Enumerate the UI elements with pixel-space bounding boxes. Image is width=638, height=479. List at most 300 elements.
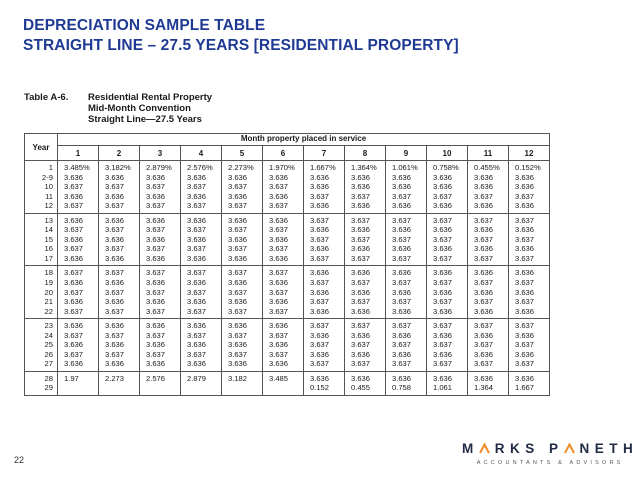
- rate-value: 3.637: [146, 182, 166, 192]
- rate-value: 3.636: [515, 349, 535, 359]
- rate-value: 0.152%: [515, 163, 541, 172]
- rate-value: 3.637: [474, 215, 494, 225]
- rate-value: 3.637: [392, 359, 412, 369]
- rate-value: 3.636: [228, 321, 248, 331]
- year-label: 2-9: [42, 172, 53, 182]
- rate-value: 3.636: [146, 340, 166, 350]
- caption-line-1: Residential Rental Property: [88, 92, 213, 103]
- rate-value: 3.637: [310, 297, 330, 307]
- year-label: 17: [44, 253, 53, 263]
- rate-value: 0.758%: [433, 163, 459, 172]
- caption-line-3: Straight Line—27.5 Years: [88, 114, 202, 125]
- rate-cell: [222, 266, 263, 319]
- rate-value: 3.636: [187, 297, 207, 307]
- rate-value: 3.636: [474, 201, 494, 211]
- rate-value: 3.636: [310, 201, 330, 211]
- rate-value: 3.636: [146, 297, 166, 307]
- logo-wordmark: M RKS P NETH: [462, 441, 638, 456]
- rate-value: 1.667: [515, 383, 535, 393]
- rate-cell: [140, 266, 181, 319]
- rate-value: 3.636: [187, 253, 207, 263]
- rate-value: 3.636: [433, 201, 453, 211]
- rate-cell: [222, 213, 263, 266]
- rate-value: 3.636: [105, 278, 125, 288]
- month-header: 6: [263, 146, 304, 161]
- rate-value: 3.636: [310, 306, 330, 316]
- rate-value: 3.636: [146, 321, 166, 331]
- rate-value: 3.637: [392, 297, 412, 307]
- month-header: 12: [509, 146, 550, 161]
- rate-value: 3.636: [64, 253, 84, 263]
- rate-value: [146, 383, 178, 393]
- rate-value: 3.636: [351, 172, 371, 182]
- month-header: 3: [140, 146, 181, 161]
- rate-value: 3.637: [474, 253, 494, 263]
- rate-value: 3.636: [187, 191, 207, 201]
- rate-value: 3.636: [474, 182, 494, 192]
- rate-cell: [181, 371, 222, 395]
- rate-value: 3.637: [474, 321, 494, 331]
- rate-value: 3.637: [64, 244, 84, 254]
- rate-value: 3.637: [269, 201, 289, 211]
- rate-value: 3.637: [105, 306, 125, 316]
- rate-value: 3.637: [269, 268, 289, 278]
- rate-value: 3.636: [474, 172, 494, 182]
- rate-value: 0.758: [392, 383, 412, 393]
- rate-value: 3.636: [515, 268, 535, 278]
- rate-value: [228, 383, 260, 393]
- rate-value: 3.637: [228, 201, 248, 211]
- rate-value: 3.637: [105, 201, 125, 211]
- rate-value: 3.636: [392, 306, 412, 316]
- rate-cell: [99, 371, 140, 395]
- rate-value: 3.636: [515, 225, 535, 235]
- rate-value: 3.636: [64, 191, 84, 201]
- rate-cell: [509, 266, 550, 319]
- year-label: 19: [44, 278, 53, 288]
- rate-value: 3.636: [187, 278, 207, 288]
- month-header: 11: [468, 146, 509, 161]
- rate-value: 3.636: [187, 172, 207, 182]
- rate-cell: [345, 319, 386, 372]
- rate-value: 3.637: [269, 225, 289, 235]
- rate-value: 3.637: [64, 287, 84, 297]
- year-label: 12: [44, 201, 53, 211]
- rate-cell: [58, 319, 99, 372]
- rate-cell: [222, 371, 263, 395]
- rate-value: 3.637: [269, 349, 289, 359]
- rate-value: 3.636: [187, 359, 207, 369]
- rate-value: 3.637: [187, 306, 207, 316]
- rate-cell: [99, 213, 140, 266]
- logo-caret-icon: [479, 441, 490, 456]
- rate-value: 3.636: [269, 297, 289, 307]
- year-cell: [25, 213, 58, 266]
- rate-value: 3.636: [392, 330, 412, 340]
- rate-value: 3.636: [310, 225, 330, 235]
- rate-cell: [140, 371, 181, 395]
- rate-value: 3.636: [474, 287, 494, 297]
- rate-value: 3.636: [474, 306, 494, 316]
- rate-cell: [345, 161, 386, 214]
- rate-value: 1.364%: [351, 163, 377, 172]
- rate-value: 3.637: [146, 349, 166, 359]
- rate-value: 3.637: [433, 278, 453, 288]
- rate-value: 2.576: [146, 373, 166, 383]
- rate-value: 3.636: [146, 253, 166, 263]
- rate-value: 3.636: [392, 349, 412, 359]
- rate-value: 3.636: [351, 373, 371, 383]
- rate-value: 3.637: [64, 349, 84, 359]
- rate-cell: [427, 161, 468, 214]
- rate-value: 3.637: [474, 278, 494, 288]
- rate-value: 3.636: [269, 278, 289, 288]
- rate-cell: [509, 371, 550, 395]
- year-label: 22: [44, 306, 53, 316]
- rate-value: 3.637: [515, 321, 535, 331]
- rate-value: 3.637: [269, 244, 289, 254]
- rate-value: 3.637: [433, 359, 453, 369]
- rate-value: 3.636: [392, 172, 412, 182]
- rate-cell: [263, 213, 304, 266]
- rate-cell: [58, 161, 99, 214]
- rate-value: 3.637: [474, 297, 494, 307]
- rate-value: 3.637: [64, 201, 84, 211]
- rate-value: 3.637: [433, 253, 453, 263]
- month-header: 1: [58, 146, 99, 161]
- table-row: [25, 371, 550, 395]
- rate-value: 3.636: [515, 182, 535, 192]
- rate-value: 3.637: [228, 287, 248, 297]
- rate-value: 3.637: [351, 234, 371, 244]
- rate-cell: [140, 213, 181, 266]
- rate-cell: [427, 266, 468, 319]
- rate-cell: [263, 319, 304, 372]
- rate-value: 3.637: [105, 244, 125, 254]
- year-label: 27: [44, 359, 53, 369]
- table-row: [25, 213, 550, 266]
- rate-value: 3.636: [474, 268, 494, 278]
- rate-value: 2.879: [187, 373, 207, 383]
- rate-value: 3.636: [433, 330, 453, 340]
- rate-value: 3.636: [515, 373, 535, 383]
- rate-value: 3.637: [228, 244, 248, 254]
- rate-value: 3.637: [515, 278, 535, 288]
- table-row: [25, 161, 550, 214]
- year-cell: [25, 161, 58, 214]
- rate-value: 3.636: [105, 191, 125, 201]
- year-label: 23: [44, 321, 53, 331]
- rate-value: 3.636: [515, 306, 535, 316]
- rate-value: 3.636: [64, 278, 84, 288]
- rate-value: 3.637: [146, 268, 166, 278]
- logo-caret-icon: [564, 441, 575, 456]
- rate-value: 3.636: [269, 215, 289, 225]
- rate-value: 3.636: [64, 321, 84, 331]
- rate-value: 3.637: [146, 306, 166, 316]
- rate-value: 1.97: [64, 373, 79, 383]
- rate-value: 3.636: [351, 182, 371, 192]
- rate-value: 3.637: [351, 359, 371, 369]
- rate-cell: [263, 161, 304, 214]
- rate-value: 3.636: [228, 215, 248, 225]
- rate-value: 3.636: [474, 349, 494, 359]
- rate-value: 3.636: [228, 253, 248, 263]
- rate-value: 3.636: [433, 287, 453, 297]
- rate-value: 3.637: [515, 340, 535, 350]
- rate-cell: [181, 319, 222, 372]
- rate-value: 0.152: [310, 383, 330, 393]
- rate-value: 3.636: [310, 330, 330, 340]
- rate-value: 3.637: [515, 253, 535, 263]
- rate-value: 3.636: [392, 244, 412, 254]
- month-header: 7: [304, 146, 345, 161]
- rate-value: 3.637: [187, 201, 207, 211]
- rate-value: 3.636: [269, 172, 289, 182]
- year-label: 20: [44, 287, 53, 297]
- rate-value: [64, 383, 96, 393]
- rate-value: 3.636: [351, 268, 371, 278]
- rate-value: 3.637: [105, 268, 125, 278]
- rate-value: 3.637: [310, 191, 330, 201]
- rate-cell: [99, 319, 140, 372]
- rate-value: 3.636: [64, 297, 84, 307]
- rate-value: 3.636: [392, 182, 412, 192]
- rate-cell: [304, 213, 345, 266]
- logo-tagline: ACCOUNTANTS & ADVISORS: [476, 460, 624, 466]
- rate-cell: [427, 213, 468, 266]
- rate-value: 3.637: [515, 297, 535, 307]
- rate-value: 3.637: [146, 244, 166, 254]
- rate-value: 3.636: [433, 244, 453, 254]
- rate-value: 1.667%: [310, 163, 336, 172]
- rate-value: 3.182%: [105, 163, 131, 172]
- rate-value: 3.637: [392, 215, 412, 225]
- rate-value: 3.636: [105, 340, 125, 350]
- rate-value: 3.636: [351, 287, 371, 297]
- rate-value: 3.636: [146, 359, 166, 369]
- rate-value: 3.636: [433, 306, 453, 316]
- rate-cell: [345, 266, 386, 319]
- rate-cell: [468, 266, 509, 319]
- caption-label: Table A-6.: [24, 92, 69, 103]
- rate-value: 3.637: [433, 191, 453, 201]
- company-logo: [462, 441, 638, 466]
- rate-value: 3.636: [351, 306, 371, 316]
- year-label: 11: [45, 191, 53, 201]
- rate-value: 3.637: [187, 244, 207, 254]
- rate-value: 3.636: [228, 234, 248, 244]
- rate-cell: [509, 319, 550, 372]
- rate-value: 3.636: [351, 201, 371, 211]
- rate-value: 3.636: [105, 234, 125, 244]
- rate-value: 3.636: [228, 191, 248, 201]
- year-header: Year: [25, 134, 58, 161]
- rate-value: 3.485%: [64, 163, 90, 172]
- slide-title: [23, 16, 459, 56]
- rate-cell: [386, 371, 427, 395]
- year-label: 1: [48, 163, 53, 172]
- rate-value: 3.636: [392, 201, 412, 211]
- rate-value: 3.637: [269, 306, 289, 316]
- rate-cell: [140, 161, 181, 214]
- rate-value: 3.636: [515, 244, 535, 254]
- rate-cell: [427, 319, 468, 372]
- rate-value: 3.636: [105, 253, 125, 263]
- rate-value: 0.455%: [474, 163, 500, 172]
- rate-value: 3.636: [228, 297, 248, 307]
- rate-value: 3.636: [310, 287, 330, 297]
- year-label: 18: [44, 268, 53, 278]
- rate-value: 3.637: [515, 359, 535, 369]
- rate-value: [187, 383, 219, 393]
- rate-value: 3.637: [146, 287, 166, 297]
- rate-value: 3.636: [310, 172, 330, 182]
- rate-value: 3.637: [474, 191, 494, 201]
- rate-value: 3.636: [146, 278, 166, 288]
- rate-value: 3.637: [187, 287, 207, 297]
- rate-value: 3.637: [310, 340, 330, 350]
- rate-value: 3.636: [105, 172, 125, 182]
- rate-value: 3.637: [187, 182, 207, 192]
- rate-value: [269, 383, 301, 393]
- rate-value: 3.636: [105, 297, 125, 307]
- rate-value: 3.637: [64, 182, 84, 192]
- rate-cell: [468, 319, 509, 372]
- rate-value: 3.636: [310, 349, 330, 359]
- rate-value: 3.637: [433, 297, 453, 307]
- rate-value: 3.636: [433, 373, 453, 383]
- rate-value: 1.970%: [269, 163, 295, 172]
- rate-value: 3.637: [187, 330, 207, 340]
- rate-value: 3.636: [269, 321, 289, 331]
- rate-value: 3.636: [310, 373, 330, 383]
- rate-cell: [263, 266, 304, 319]
- rate-value: 3.636: [269, 340, 289, 350]
- rate-value: 3.636: [105, 359, 125, 369]
- rate-cell: [386, 161, 427, 214]
- year-cell: [25, 371, 58, 395]
- rate-value: 3.637: [474, 234, 494, 244]
- rate-value: 3.636: [146, 172, 166, 182]
- rate-value: 3.637: [392, 191, 412, 201]
- rate-cell: [58, 213, 99, 266]
- year-cell: [25, 266, 58, 319]
- rate-value: 3.637: [433, 234, 453, 244]
- rate-value: 3.637: [515, 191, 535, 201]
- month-header: 10: [427, 146, 468, 161]
- rate-value: 3.636: [351, 244, 371, 254]
- rate-value: 3.636: [392, 225, 412, 235]
- rate-value: 3.636: [269, 234, 289, 244]
- rate-value: 3.636: [474, 373, 494, 383]
- rate-value: 3.637: [228, 349, 248, 359]
- rate-value: 3.636: [351, 349, 371, 359]
- rate-value: 3.636: [187, 234, 207, 244]
- rate-value: 3.636: [515, 172, 535, 182]
- month-header: 2: [99, 146, 140, 161]
- rate-value: 3.636: [474, 225, 494, 235]
- rate-value: 2.273%: [228, 163, 254, 172]
- rate-value: 3.637: [228, 225, 248, 235]
- rate-cell: [304, 371, 345, 395]
- rate-value: 3.636: [269, 253, 289, 263]
- rate-value: 3.637: [105, 225, 125, 235]
- rate-value: 3.636: [392, 268, 412, 278]
- month-header-row: [25, 146, 550, 161]
- rate-value: 3.637: [351, 297, 371, 307]
- rate-value: 2.273: [105, 373, 125, 383]
- rate-value: 3.637: [187, 225, 207, 235]
- rate-cell: [345, 213, 386, 266]
- rate-value: 3.636: [187, 321, 207, 331]
- year-label: 10: [44, 182, 53, 192]
- rate-value: 3.637: [351, 340, 371, 350]
- rate-value: 3.636: [433, 172, 453, 182]
- year-label: 14: [44, 225, 53, 235]
- rate-value: 3.636: [64, 359, 84, 369]
- rate-value: 3.637: [105, 349, 125, 359]
- table-row: [25, 319, 550, 372]
- rate-value: 3.636: [351, 225, 371, 235]
- rate-value: 3.637: [269, 182, 289, 192]
- rate-value: 3.637: [351, 278, 371, 288]
- year-label: 24: [44, 330, 53, 340]
- rate-value: 2.879%: [146, 163, 172, 172]
- rate-cell: [181, 161, 222, 214]
- rate-value: 3.636: [351, 330, 371, 340]
- rate-value: 3.636: [146, 215, 166, 225]
- rate-cell: [304, 266, 345, 319]
- rate-value: 3.637: [187, 349, 207, 359]
- rate-value: 3.636: [228, 172, 248, 182]
- rate-cell: [345, 371, 386, 395]
- rate-value: 3.637: [64, 330, 84, 340]
- rate-value: 2.576%: [187, 163, 213, 172]
- rate-value: 3.636: [433, 349, 453, 359]
- rate-value: 3.637: [146, 225, 166, 235]
- rate-value: 3.637: [310, 234, 330, 244]
- rate-cell: [304, 161, 345, 214]
- rate-value: 3.636: [433, 182, 453, 192]
- rate-value: 3.637: [474, 359, 494, 369]
- rate-value: 3.637: [269, 287, 289, 297]
- rate-value: 3.636: [146, 191, 166, 201]
- rate-value: 3.636: [228, 359, 248, 369]
- month-header: 8: [345, 146, 386, 161]
- rate-cell: [222, 161, 263, 214]
- rate-value: 3.636: [515, 330, 535, 340]
- rate-value: 0.455: [351, 383, 371, 393]
- year-label: 25: [44, 340, 53, 350]
- rate-value: 3.637: [351, 215, 371, 225]
- rate-value: 3.637: [228, 268, 248, 278]
- rate-value: 3.637: [351, 321, 371, 331]
- rate-cell: [140, 319, 181, 372]
- rate-value: 3.637: [392, 278, 412, 288]
- rate-value: 3.637: [392, 253, 412, 263]
- rate-cell: [58, 371, 99, 395]
- year-label: 26: [44, 349, 53, 359]
- rate-value: 3.637: [351, 191, 371, 201]
- rate-value: 3.637: [64, 306, 84, 316]
- rate-value: 3.637: [310, 215, 330, 225]
- year-label: 28: [44, 373, 53, 383]
- table-caption: [24, 92, 618, 125]
- depreciation-table: [24, 133, 550, 396]
- rate-value: 1.061: [433, 383, 453, 393]
- rate-cell: [468, 371, 509, 395]
